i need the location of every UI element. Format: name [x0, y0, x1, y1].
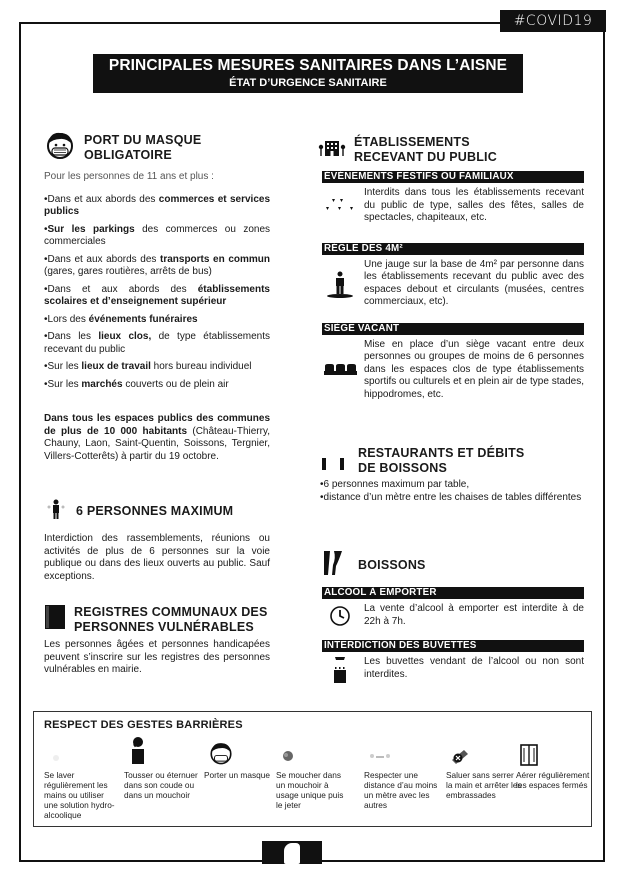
- buvette-stand-icon: [322, 656, 358, 686]
- siege-bar: SIÈGE VACANT: [322, 323, 584, 335]
- masque-title: PORT DU MASQUE OBLIGATOIRE: [84, 132, 202, 162]
- festifs-text: Interdits dans tous les établissements recevant du public de type, salles des fêtes, salles de spectacles, chapiteaux, etc.: [364, 187, 584, 223]
- erp-title-2: RECEVANT DU PUBLIC: [354, 150, 497, 164]
- marianne-logo-icon: [262, 841, 322, 864]
- section-boissons: [322, 550, 584, 686]
- buvettes-bar: INTERDICTION DES BUVETTES: [322, 640, 584, 652]
- restaurant-chairs-icon: [320, 457, 350, 476]
- geste-item: Tousser ou éternuer dans son coude ou dans un mouchoir: [124, 736, 200, 800]
- 4m2-text: Une jauge sur la base de 4m² par personne dans les établissements recevant du public avec des espaces debout et circulants (musées, centres commerciaux, etc).: [364, 258, 584, 307]
- section-masque: [44, 130, 270, 463]
- clock-icon: [322, 603, 358, 628]
- title-sub: ÉTAT D’URGENCE SANITAIRE: [229, 77, 387, 89]
- building-icon: [318, 138, 346, 163]
- geste-item: Respecter une distance d’au moins un mètre avec les autres: [364, 736, 440, 810]
- section-registres: [44, 604, 270, 677]
- erp-festifs: [322, 171, 584, 225]
- boissons-title: BOISSONS: [358, 558, 426, 572]
- registres-title-1: REGISTRES COMMUNAUX DES: [74, 604, 268, 619]
- registres-text: Les personnes âgées et personnes handicapées peuvent s’inscrire sur les registres des personnes vulnérables en mairie.: [44, 639, 270, 675]
- person-standing-icon: [322, 259, 358, 309]
- geste-item: Aérer régulièrement les espaces fermés: [516, 736, 592, 790]
- siege-text: Mise en place d’un siège vacant entre deux personnes ou groupes de moins de 6 personnes dans les espaces clos de type établissements sportifs ou culturels et en plein air de type stades, hippodromes, etc.: [364, 338, 584, 400]
- title-main: PRINCIPALES MESURES SANITAIRES DANS L’AISNE: [108, 57, 508, 74]
- festifs-bar: ÉVÉNEMENTS FESTIFS OU FAMILIAUX: [322, 171, 584, 183]
- window-icon: [516, 736, 592, 766]
- registres-title-2: PERSONNES VULNÉRABLES: [74, 619, 254, 634]
- geste-item: Saluer sans serrer la main et arrêter les embrassades: [446, 736, 522, 800]
- section-erp: [322, 135, 584, 401]
- group-people-icon: [44, 498, 68, 525]
- 4m2-bar: RÉGLE DES 4M²: [322, 243, 584, 255]
- festive-garland-icon: [322, 187, 358, 225]
- erp-4m2: [322, 243, 584, 309]
- masked-face-icon: [44, 130, 76, 165]
- masque-communes: Dans tous les espaces publics des communes de plus de 10 000 habitants (Château-Thierry, Chauny, Laon, Saint-Quentin, Soissons, Tergnier, Villers-Cotterêts) à partir du 19 octobre.: [44, 413, 270, 462]
- hand-wash-icon: [44, 736, 120, 766]
- restaurants-line2: •distance d’un mètre entre les chaises de tables différentes: [320, 491, 582, 503]
- erp-title-1: ÉTABLISSEMENTS: [354, 135, 470, 149]
- six-title: 6 PERSONNES MAXIMUM: [76, 504, 234, 518]
- restaurants-line1: •6 personnes maximum par table,: [320, 479, 470, 490]
- list-item: •Sur les lieux de travail hors bureau individuel: [44, 361, 252, 372]
- emporter-text: La vente d’alcool à emporter est interdite à de 22h à 7h.: [364, 603, 584, 627]
- erp-siege: [322, 323, 584, 402]
- masque-list: [44, 194, 270, 392]
- list-item: •Sur les parkings des commerces ou zones commerciales: [44, 223, 271, 247]
- list-item: •Lors des événements funéraires: [44, 313, 198, 325]
- cough-elbow-icon: [124, 736, 200, 766]
- covid-hashtag: #COVID19: [500, 10, 606, 32]
- no-handshake-icon: [446, 736, 522, 766]
- list-item: •Dans les lieux clos, de type établissements recevant du public: [44, 331, 271, 355]
- six-text: Interdiction des rassemblements, réunions ou activités de plus de 6 personnes sur la voie publique ou dans des lieux ouverts au public. Sauf exceptions.: [44, 533, 270, 582]
- seats-icon: [322, 339, 358, 402]
- restaurants-title-1: RESTAURANTS ET DÉBITS: [358, 446, 525, 460]
- list-item: •Dans et aux abords des transports en commun (gares, gares routières, arrêts de bus): [44, 253, 270, 277]
- distance-icon: [364, 736, 440, 766]
- geste-item: Se laver régulièrement les mains ou utiliser une solution hydro-alcoolique: [44, 736, 120, 820]
- list-item: •Dans et aux abords des commerces et services publics: [44, 193, 271, 217]
- geste-item: Se moucher dans un mouchoir à usage unique puis le jeter: [276, 736, 352, 810]
- mask-face-icon: [204, 736, 280, 766]
- list-item: •Sur les marchés couverts ou de plein air: [44, 378, 229, 390]
- list-item: •Dans et aux abords des établissements scolaires et d’enseignement supérieur: [44, 283, 270, 307]
- buvettes-text: Les buvettes vendant de l’alcool ou non sont interdites.: [364, 656, 584, 680]
- gestes-title: RESPECT DES GESTES BARRIÈRES: [44, 719, 243, 731]
- drink-glass-icon: [322, 550, 344, 581]
- restaurants-title-2: DE BOISSONS: [358, 461, 448, 475]
- emporter-bar: ALCOOL À EMPORTER: [322, 587, 584, 599]
- section-restaurants: [322, 446, 584, 504]
- masque-intro: Pour les personnes de 11 ans et plus :: [44, 171, 214, 182]
- page-title: [93, 54, 523, 93]
- gestes-barrieres-box: [33, 711, 592, 827]
- tissue-icon: [276, 736, 352, 766]
- register-book-icon: [44, 604, 66, 635]
- boissons-emporter: [322, 587, 584, 628]
- section-six-personnes: [44, 498, 270, 583]
- geste-item: Porter un masque: [204, 736, 280, 780]
- boissons-buvettes: [322, 640, 584, 686]
